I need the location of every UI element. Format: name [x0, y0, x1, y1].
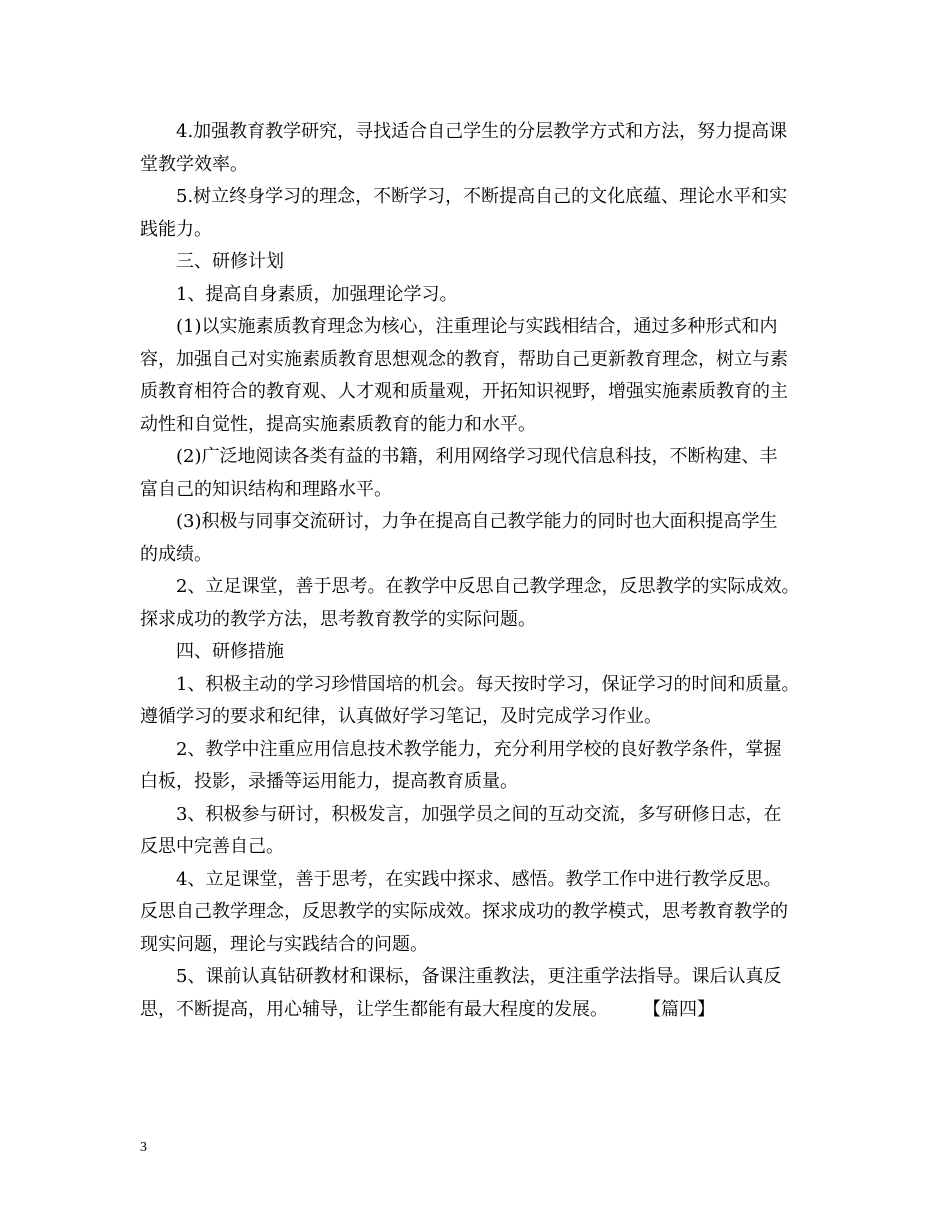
text-line-content: 4、立足课堂，善于思考，在实践中探求、感悟。教学工作中进行教学反思。	[176, 868, 782, 890]
text-line	[140, 831, 812, 864]
text-line	[140, 279, 812, 312]
text-line-content: 2、教学中注重应用信息技术教学能力，充分利用学校的良好教学条件，掌握	[176, 738, 782, 760]
text-line	[140, 116, 812, 149]
text-line	[140, 409, 812, 442]
text-line	[140, 149, 812, 182]
text-line	[140, 929, 812, 962]
text-line-content: 三、研修计划	[176, 251, 284, 272]
text-line	[140, 701, 812, 734]
text-line	[140, 441, 812, 474]
text-line	[140, 376, 812, 409]
text-line-content: 反思自己教学理念，反思教学的实际成效。探求成功的教学模式，思考教育教学的	[140, 901, 788, 922]
text-line	[140, 604, 812, 637]
text-line-content: (1)以实施素质教育理念为核心，注重理论与实践相结合，通过多种形式和内	[176, 316, 778, 337]
text-line-content: 思，不断提高，用心辅导，让学生都能有最大程度的发展。	[140, 998, 608, 1020]
text-line	[140, 864, 812, 897]
text-line-content: 探求成功的教学方法，思考教育教学的实际问题。	[140, 608, 536, 630]
text-line-content: 反思中完善自己。	[140, 836, 284, 857]
text-line	[140, 181, 812, 214]
text-line-content: 质教育相符合的教育观、人才观和质量观，开拓知识视野，增强实施素质教育的主	[140, 381, 788, 402]
text-line-content: 1、提高自身素质，加强理论学习。	[176, 283, 458, 305]
section-tag: 【篇四】	[652, 998, 715, 1020]
text-line	[140, 474, 812, 507]
text-line-content: 富自己的知识结构和理路水平。	[140, 478, 392, 500]
text-line	[140, 994, 812, 1027]
text-line-content: 2、立足课堂，善于思考。在教学中反思自己教学理念，反思教学的实际成效。	[176, 576, 800, 597]
text-line	[140, 636, 812, 669]
text-line	[140, 669, 812, 702]
text-line-content: 现实问题，理论与实践结合的问题。	[140, 933, 428, 955]
text-line-content: (3)积极与同事交流研讨，力争在提高自己教学能力的同时也大面积提高学生	[176, 511, 778, 532]
text-line-content: 的成绩。	[140, 543, 212, 565]
text-line	[140, 506, 812, 539]
text-line-content: 白板，投影，录播等运用能力，提高教育质量。	[140, 771, 518, 792]
text-line-content: 堂教学效率。	[140, 153, 248, 175]
text-line-content: 践能力。	[140, 218, 212, 240]
text-line-content: 容，加强自己对实施素质教育思想观念的教育，帮助自己更新教育理念，树立与素	[140, 348, 788, 370]
text-line-content: 动性和自觉性，提高实施素质教育的能力和水平。	[140, 413, 536, 435]
text-line	[140, 766, 812, 799]
text-line	[140, 246, 812, 279]
text-line	[140, 961, 812, 994]
text-line	[140, 311, 812, 344]
text-line-content: (2)广泛地阅读各类有益的书籍，利用网络学习现代信息科技，不断构建、丰	[176, 446, 778, 467]
text-line	[140, 539, 812, 572]
text-line	[140, 799, 812, 832]
text-line	[140, 214, 812, 247]
text-line	[140, 344, 812, 377]
page-number: 3	[140, 1140, 147, 1155]
document-body	[140, 116, 812, 1026]
text-line-content: 5、课前认真钻研教材和课标，备课注重教法，更注重学法指导。课后认真反	[176, 966, 782, 987]
text-line	[140, 896, 812, 929]
text-line	[140, 571, 812, 604]
text-line-content: 四、研修措施	[176, 641, 284, 662]
text-line-content: 5.树立终身学习的理念，不断学习，不断提高自己的文化底蕴、理论水平和实	[176, 186, 788, 207]
text-line-content: 4.加强教育教学研究，寻找适合自己学生的分层教学方式和方法，努力提高课	[176, 121, 788, 142]
text-line	[140, 734, 812, 767]
text-line-content: 3、积极参与研讨，积极发言，加强学员之间的互动交流，多写研修日志，在	[176, 803, 782, 825]
text-line-content: 遵循学习的要求和纪律，认真做好学习笔记，及时完成学习作业。	[140, 706, 662, 727]
text-line-content: 1、积极主动的学习珍惜国培的机会。每天按时学习，保证学习的时间和质量。	[176, 673, 800, 695]
